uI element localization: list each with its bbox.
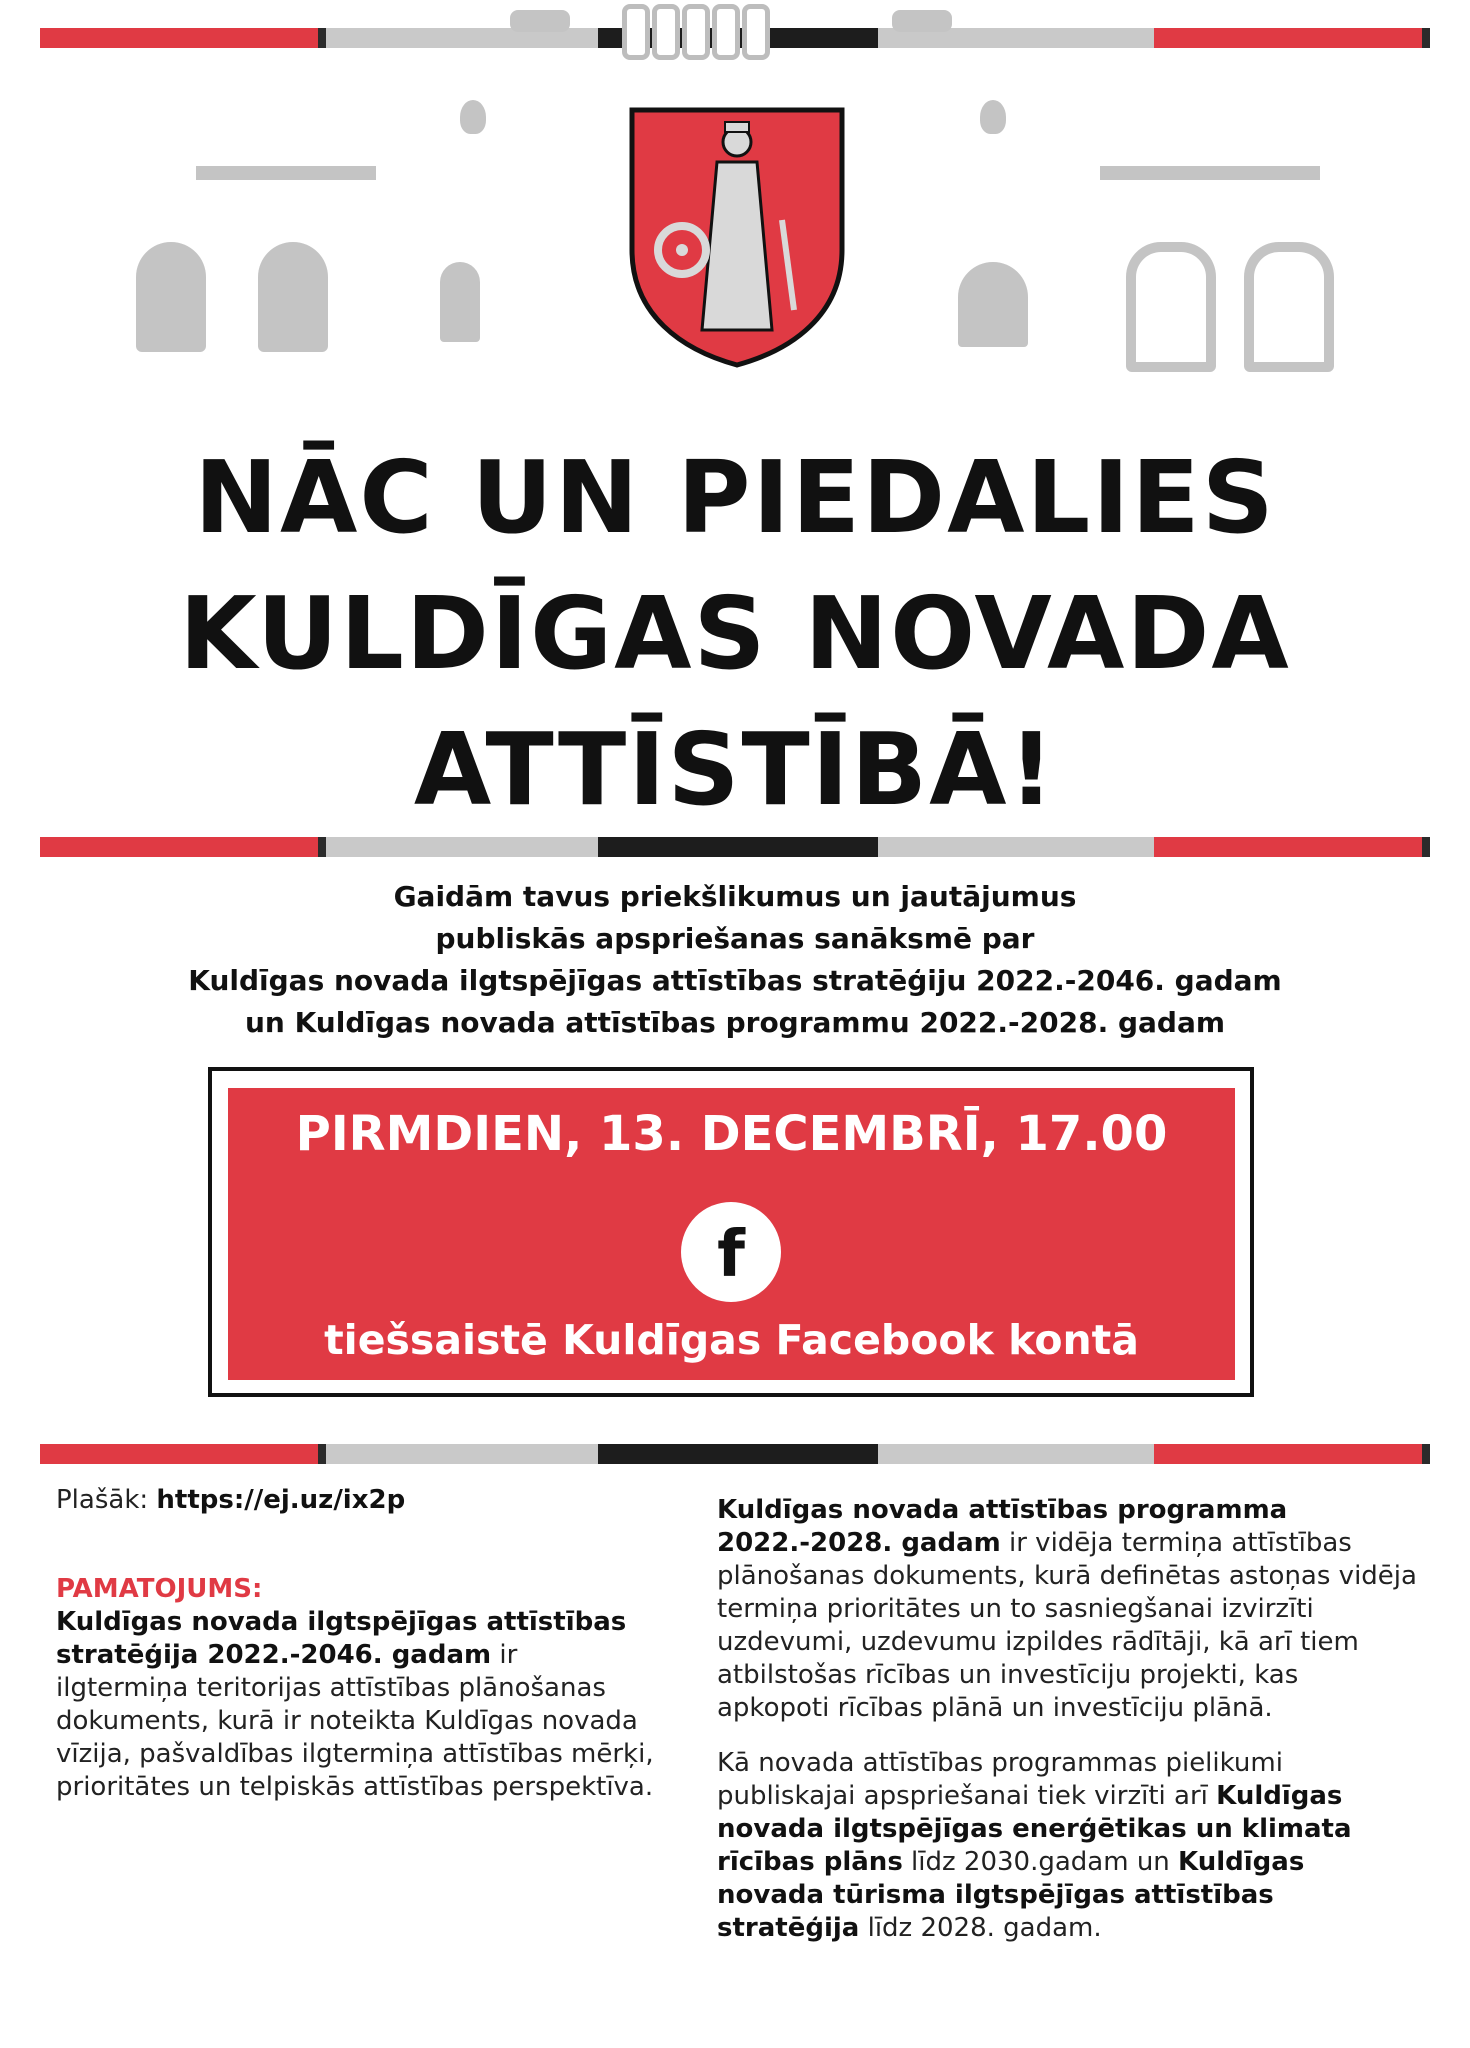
- online-prefix: tiešsaistē Kuldīgas: [324, 1316, 776, 1364]
- left-column: [56, 1484, 656, 1804]
- event-online-text: [228, 1316, 1235, 1364]
- program-paragraph: [717, 1494, 1417, 1725]
- headline-line-2: KULDĪGAS NOVADA: [179, 575, 1291, 692]
- online-suffix: kontā: [993, 1316, 1139, 1364]
- annex-paragraph: [717, 1747, 1417, 1945]
- online-bold: Facebook: [775, 1316, 994, 1364]
- headline: [0, 430, 1470, 838]
- intro-line-2: publiskās apspriešanas sanāksmē par: [435, 922, 1035, 955]
- bottom-stripe: [40, 1444, 1430, 1464]
- intro-line-3: Kuldīgas novada ilgtspējīgas attīstības stratēģiju 2022.-2046. gadam: [188, 964, 1282, 997]
- intro-line-4: un Kuldīgas novada attīstības programmu 2022.-2028. gadam: [244, 1006, 1226, 1039]
- annex-bold-1: Kuldīgas novada ilgtspējīgas enerģētikas un klimata rīcības plāns: [717, 1781, 1352, 1877]
- program-bold: Kuldīgas novada attīstības programma 2022.-2028. gadam: [717, 1495, 1288, 1558]
- annex-text-1: Kā novada attīstības programmas pielikumi publiskajai apspriešanai tiek virzīti arī: [717, 1748, 1283, 1811]
- event-box: [228, 1088, 1235, 1380]
- strategy-bold: Kuldīgas novada ilgtspējīgas attīstības stratēģija 2022.-2046. gadam: [56, 1607, 627, 1670]
- headline-line-1: NĀC UN PIEDALIES: [194, 439, 1276, 556]
- more-link[interactable]: https://ej.uz/ix2p: [156, 1485, 406, 1515]
- facebook-glyph: f: [717, 1218, 745, 1292]
- facebook-icon[interactable]: [681, 1202, 781, 1302]
- event-date: PIRMDIEN, 13. DECEMBRĪ, 17.00: [295, 1106, 1168, 1162]
- annex-bold-2: Kuldīgas novada tūrisma ilgtspējīgas attīstības stratēģija: [717, 1847, 1305, 1943]
- strategy-text: ir ilgtermiņa teritorijas attīstības plānošanas dokuments, kurā ir noteikta Kuldīgas novada vīzija, pašvaldības ilgtermiņa attīstības mērķi, prioritātes un telpiskās attīstības perspektīva.: [56, 1640, 654, 1802]
- more-label: Plašāk:: [56, 1485, 157, 1515]
- kuldiga-coat-of-arms: [622, 100, 852, 370]
- justification-heading: PAMATOJUMS:: [56, 1574, 263, 1604]
- annex-text-2: līdz 2030.gadam un: [902, 1847, 1179, 1877]
- intro-line-1: Gaidām tavus priekšlikumus un jautājumus: [393, 880, 1077, 913]
- right-column: [717, 1494, 1417, 1945]
- strategy-paragraph: [56, 1606, 656, 1804]
- more-info: [56, 1484, 656, 1517]
- headline-line-3: ATTĪSTĪBĀ!: [413, 711, 1057, 828]
- middle-stripe: [40, 837, 1430, 857]
- program-text: ir vidēja termiņa attīstības plānošanas dokuments, kurā definētas astoņas vidēja termiņa prioritātes un to sasniegšanai izvirzīti uzdevumi, uzdevumu izpildes rādītāji, kā arī tiem atbilstošas rīcības un investīciju projekti, kas apkopoti rīcības plānā un investīciju plānā.: [717, 1528, 1417, 1723]
- intro-text: [0, 876, 1470, 1044]
- annex-text-3: līdz 2028. gadam.: [859, 1913, 1102, 1943]
